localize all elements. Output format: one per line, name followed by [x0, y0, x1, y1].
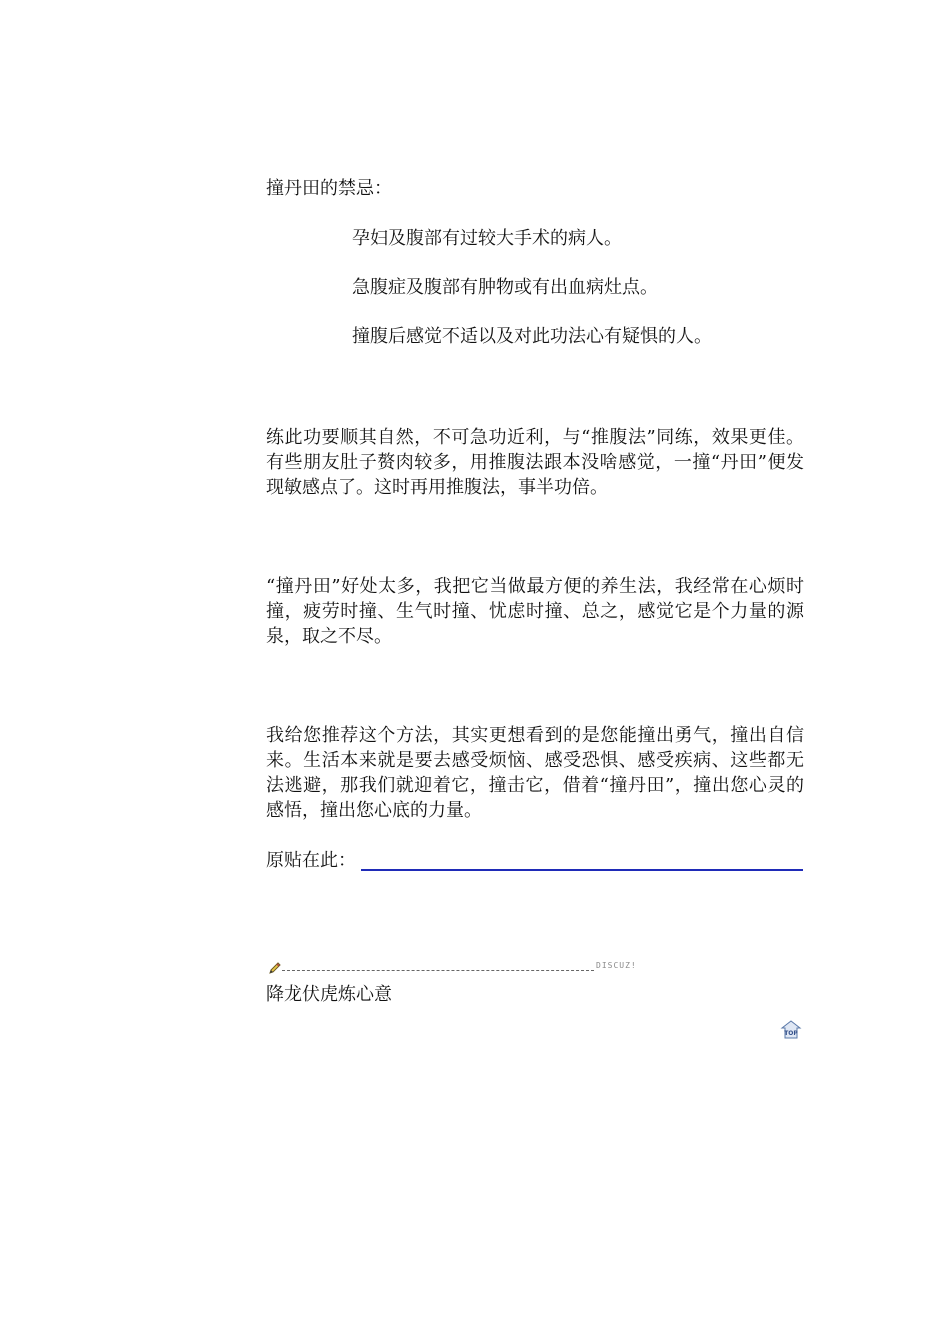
- signature-divider: [266, 958, 650, 976]
- pencil-icon: [268, 960, 282, 974]
- taboo-item: 撞腹后感觉不适以及对此功法心有疑惧的人。: [352, 326, 712, 347]
- taboo-heading: 撞丹田的禁忌：: [266, 178, 392, 199]
- svg-text:TOP: TOP: [784, 1030, 798, 1037]
- back-to-top-button[interactable]: [780, 1020, 802, 1040]
- taboo-item: 急腹症及腹部有肿物或有出血病灶点。: [352, 277, 658, 298]
- taboo-item: 孕妇及腹部有过较大手术的病人。: [352, 228, 622, 249]
- source-link[interactable]: [361, 869, 803, 871]
- discuz-logo: DISCUZ!: [596, 961, 637, 970]
- paragraph-benefits: “撞丹田”好处太多，我把它当做最方便的养生法，我经常在心烦时撞，疲劳时撞、生气时撞、忧虑时撞、总之，感觉它是个力量的源泉，取之不尽。: [266, 576, 804, 647]
- source-label: 原贴在此：: [266, 850, 356, 871]
- signature-text: 降龙伏虎炼心意: [266, 984, 392, 1005]
- top-icon: [780, 1025, 802, 1044]
- paragraph-recommendation: 我给您推荐这个方法，其实更想看到的是您能撞出勇气，撞出自信来。生活本来就是要去感受烦恼、感受恐惧、感受疾病、这些都无法逃避，那我们就迎着它，撞击它，借着“撞丹田”，撞出您心灵的感悟，撞出您心底的力量。: [266, 725, 804, 821]
- source-row: [266, 848, 806, 874]
- dashed-divider-line: [282, 970, 594, 971]
- paragraph-practice: 练此功要顺其自然，不可急功近利，与“推腹法”同练，效果更佳。有些朋友肚子赘肉较多，用推腹法跟本没啥感觉，一撞“丹田”便发现敏感点了。这时再用推腹法，事半功倍。: [266, 427, 804, 498]
